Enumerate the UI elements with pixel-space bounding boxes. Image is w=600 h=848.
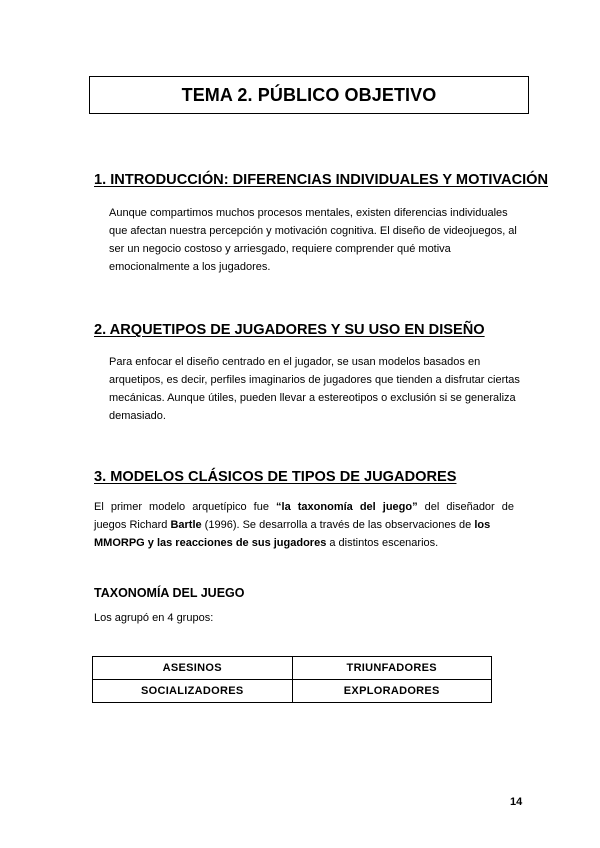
table-row bbox=[93, 657, 492, 680]
section-2-heading: 2. ARQUETIPOS DE JUGADORES Y SU USO EN DISEÑO bbox=[94, 322, 485, 338]
page-number: 14 bbox=[510, 796, 523, 808]
text-run: del diseñador de bbox=[417, 501, 515, 513]
emphasis-run: “la taxonomía del juego” bbox=[276, 501, 418, 513]
section-2-line-1: Para enfocar el diseño centrado en el jugador, se usan modelos basados en bbox=[109, 356, 481, 368]
text-run: El primer modelo arquetípico fue bbox=[94, 501, 277, 513]
section-3-heading: 3. MODELOS CLÁSICOS DE TIPOS DE JUGADORES bbox=[94, 469, 457, 485]
section-1-heading: 1. INTRODUCCIÓN: DIFERENCIAS INDIVIDUALES Y MOTIVACIÓN bbox=[94, 172, 549, 188]
page-title: TEMA 2. PÚBLICO OBJETIVO bbox=[89, 76, 529, 114]
table-cell: ASESINOS bbox=[93, 657, 293, 680]
section-1-line-1: Aunque compartimos muchos procesos mentales, existen diferencias individuales bbox=[109, 207, 508, 219]
table-cell: TRIUNFADORES bbox=[292, 657, 492, 680]
section-1-line-3: ser un negocio costoso y arriesgado, requiere comprender qué motiva bbox=[109, 243, 451, 255]
text-run: (1996). Se desarrolla a través de las observaciones de bbox=[201, 519, 475, 531]
section-3-line-1 bbox=[94, 498, 514, 516]
taxonomy-note: Los agrupó en 4 grupos: bbox=[94, 612, 214, 624]
emphasis-run: los bbox=[474, 519, 491, 531]
section-1-line-2: que afectan nuestra percepción y motivación cognitiva. El diseño de videojuegos, al bbox=[109, 225, 517, 237]
emphasis-run: MMORPG y las reacciones de sus jugadores bbox=[94, 537, 327, 549]
section-3-paragraph bbox=[94, 498, 514, 552]
section-1-line-4: emocionalmente a los jugadores. bbox=[109, 261, 271, 273]
section-3-line-2 bbox=[94, 516, 514, 534]
table-cell: EXPLORADORES bbox=[292, 680, 492, 703]
section-2-line-2: arquetipos, es decir, perfiles imaginarios de jugadores que tienden a disfrutar ciertas bbox=[109, 374, 520, 386]
text-run: juegos Richard bbox=[94, 519, 171, 531]
section-2-line-3: mecánicas. Aunque útiles, pueden llevar a estereotipos o exclusión si se generaliza bbox=[109, 392, 516, 404]
table-row bbox=[93, 680, 492, 703]
section-3-line-3 bbox=[94, 534, 514, 552]
section-2-paragraph bbox=[109, 353, 529, 425]
taxonomy-heading: TAXONOMÍA DEL JUEGO bbox=[94, 586, 245, 600]
section-1-paragraph bbox=[109, 204, 529, 276]
emphasis-run: Bartle bbox=[170, 519, 202, 531]
table-cell: SOCIALIZADORES bbox=[93, 680, 293, 703]
section-2-line-4: demasiado. bbox=[109, 410, 166, 422]
player-types-table bbox=[92, 656, 492, 703]
text-run: a distintos escenarios. bbox=[326, 537, 439, 549]
